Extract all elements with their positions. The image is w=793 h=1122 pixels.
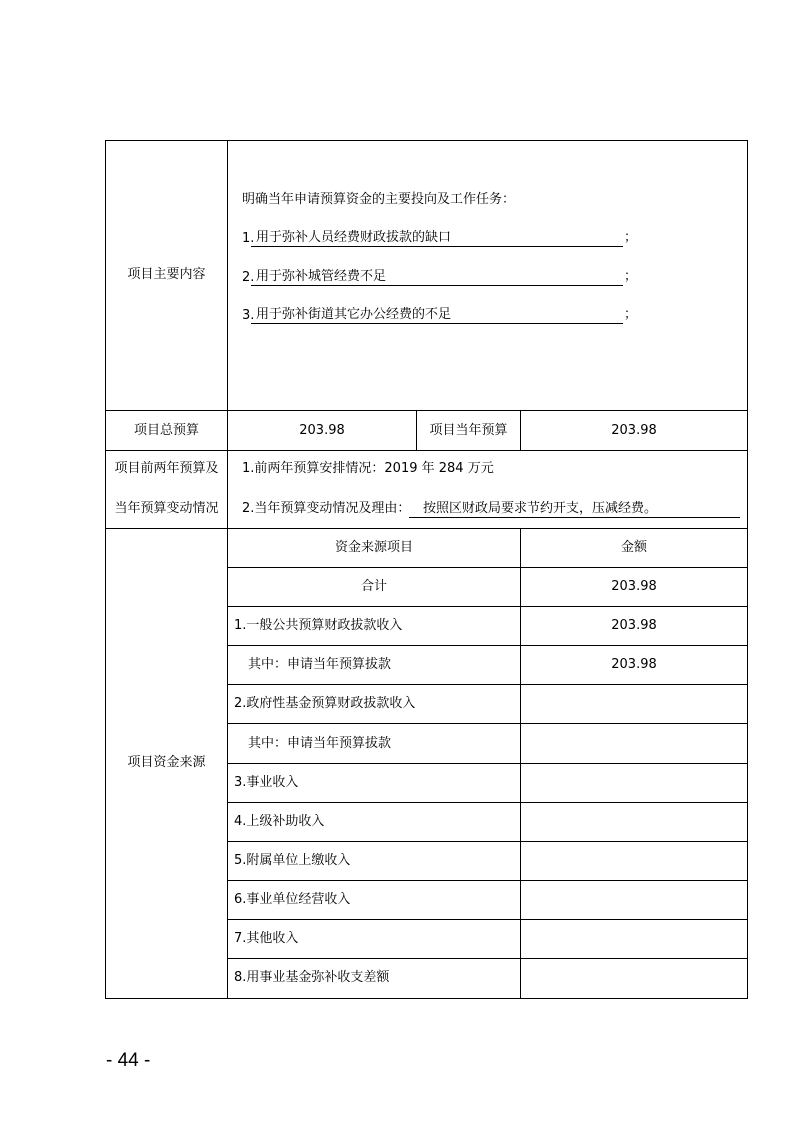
- label-column-divider: [227, 140, 228, 999]
- table-border-top: [105, 140, 748, 141]
- row-divider: [105, 450, 748, 451]
- content-item-underline: [251, 285, 623, 286]
- funding-row-item: 4.上级补助收入: [234, 814, 325, 829]
- funding-row-item: 合计: [360, 579, 387, 594]
- funding-row-item: 3.事业收入: [234, 775, 299, 790]
- funding-row-amount: 203.98: [611, 579, 657, 594]
- funding-row-divider: [227, 606, 748, 607]
- total-budget-value: 203.98: [299, 423, 345, 438]
- funding-row-item: 6.事业单位经营收入: [234, 892, 351, 907]
- funding-row-divider: [227, 802, 748, 803]
- content-intro: 明确当年申请预算资金的主要投向及工作任务：: [242, 192, 516, 207]
- table-border-bottom: [105, 998, 748, 999]
- funding-row-divider: [227, 684, 748, 685]
- content-item-end: ；: [624, 269, 638, 284]
- content-item-num: 2.: [242, 270, 255, 285]
- funding-row-divider: [227, 880, 748, 881]
- funding-row-amount: 203.98: [611, 657, 657, 672]
- funding-row-item: 1.一般公共预算财政拔款收入: [234, 618, 403, 633]
- funding-label: 项目资金来源: [127, 755, 206, 770]
- funding-header-amount: 金额: [620, 540, 647, 555]
- content-item-underline: [251, 323, 623, 324]
- funding-row-item: 其中：申请当年预算拔款: [248, 736, 392, 751]
- funding-row-item: 2.政府性基金预算财政拔款收入: [234, 696, 416, 711]
- change-line2-underline: [409, 517, 740, 518]
- current-budget-label: 项目当年预算: [429, 423, 508, 438]
- funding-row-divider: [227, 723, 748, 724]
- current-budget-value: 203.98: [611, 423, 657, 438]
- change-line2-prefix: 2.当年预算变动情况及理由：: [242, 501, 411, 516]
- funding-row-divider: [227, 919, 748, 920]
- content-item-end: ；: [624, 307, 638, 322]
- page-number: - 44 -: [106, 1050, 151, 1071]
- funding-row-item: 7.其他收入: [234, 931, 299, 946]
- content-item-end: ；: [624, 230, 638, 245]
- change-line1: 1.前两年预算安排情况：2019 年 284 万元: [242, 461, 494, 476]
- row-divider: [105, 528, 748, 529]
- funding-header-item: 资金来源项目: [334, 540, 413, 555]
- funding-row-divider: [227, 958, 748, 959]
- content-item-text: 用于弥补城管经费不足: [256, 269, 387, 284]
- row-divider: [105, 410, 748, 411]
- content-item-text: 用于弥补街道其它办公经费的不足: [256, 307, 452, 322]
- content-label: 项目主要内容: [127, 267, 206, 282]
- content-item-num: 3.: [242, 308, 255, 323]
- total-budget-label: 项目总预算: [133, 423, 199, 438]
- change-line2-text: 按照区财政局要求节约开支，压减经费。: [423, 501, 658, 516]
- funding-row-item: 其中：申请当年预算拔款: [248, 657, 392, 672]
- change-label-line1: 项目前两年预算及: [114, 461, 219, 476]
- funding-row-amount: 203.98: [611, 618, 657, 633]
- funding-row-divider: [227, 645, 748, 646]
- funding-row-divider: [227, 763, 748, 764]
- funding-row-divider: [227, 567, 748, 568]
- content-item-num: 1.: [242, 231, 255, 246]
- funding-row-item: 5.附属单位上缴收入: [234, 853, 351, 868]
- change-label-line2: 当年预算变动情况: [114, 501, 219, 516]
- table-border-right: [747, 140, 748, 999]
- content-item-underline: [251, 246, 623, 247]
- funding-row-divider: [227, 841, 748, 842]
- content-item-text: 用于弥补人员经费财政拔款的缺口: [256, 230, 452, 245]
- funding-row-item: 8.用事业基金弥补收支差额: [234, 970, 390, 985]
